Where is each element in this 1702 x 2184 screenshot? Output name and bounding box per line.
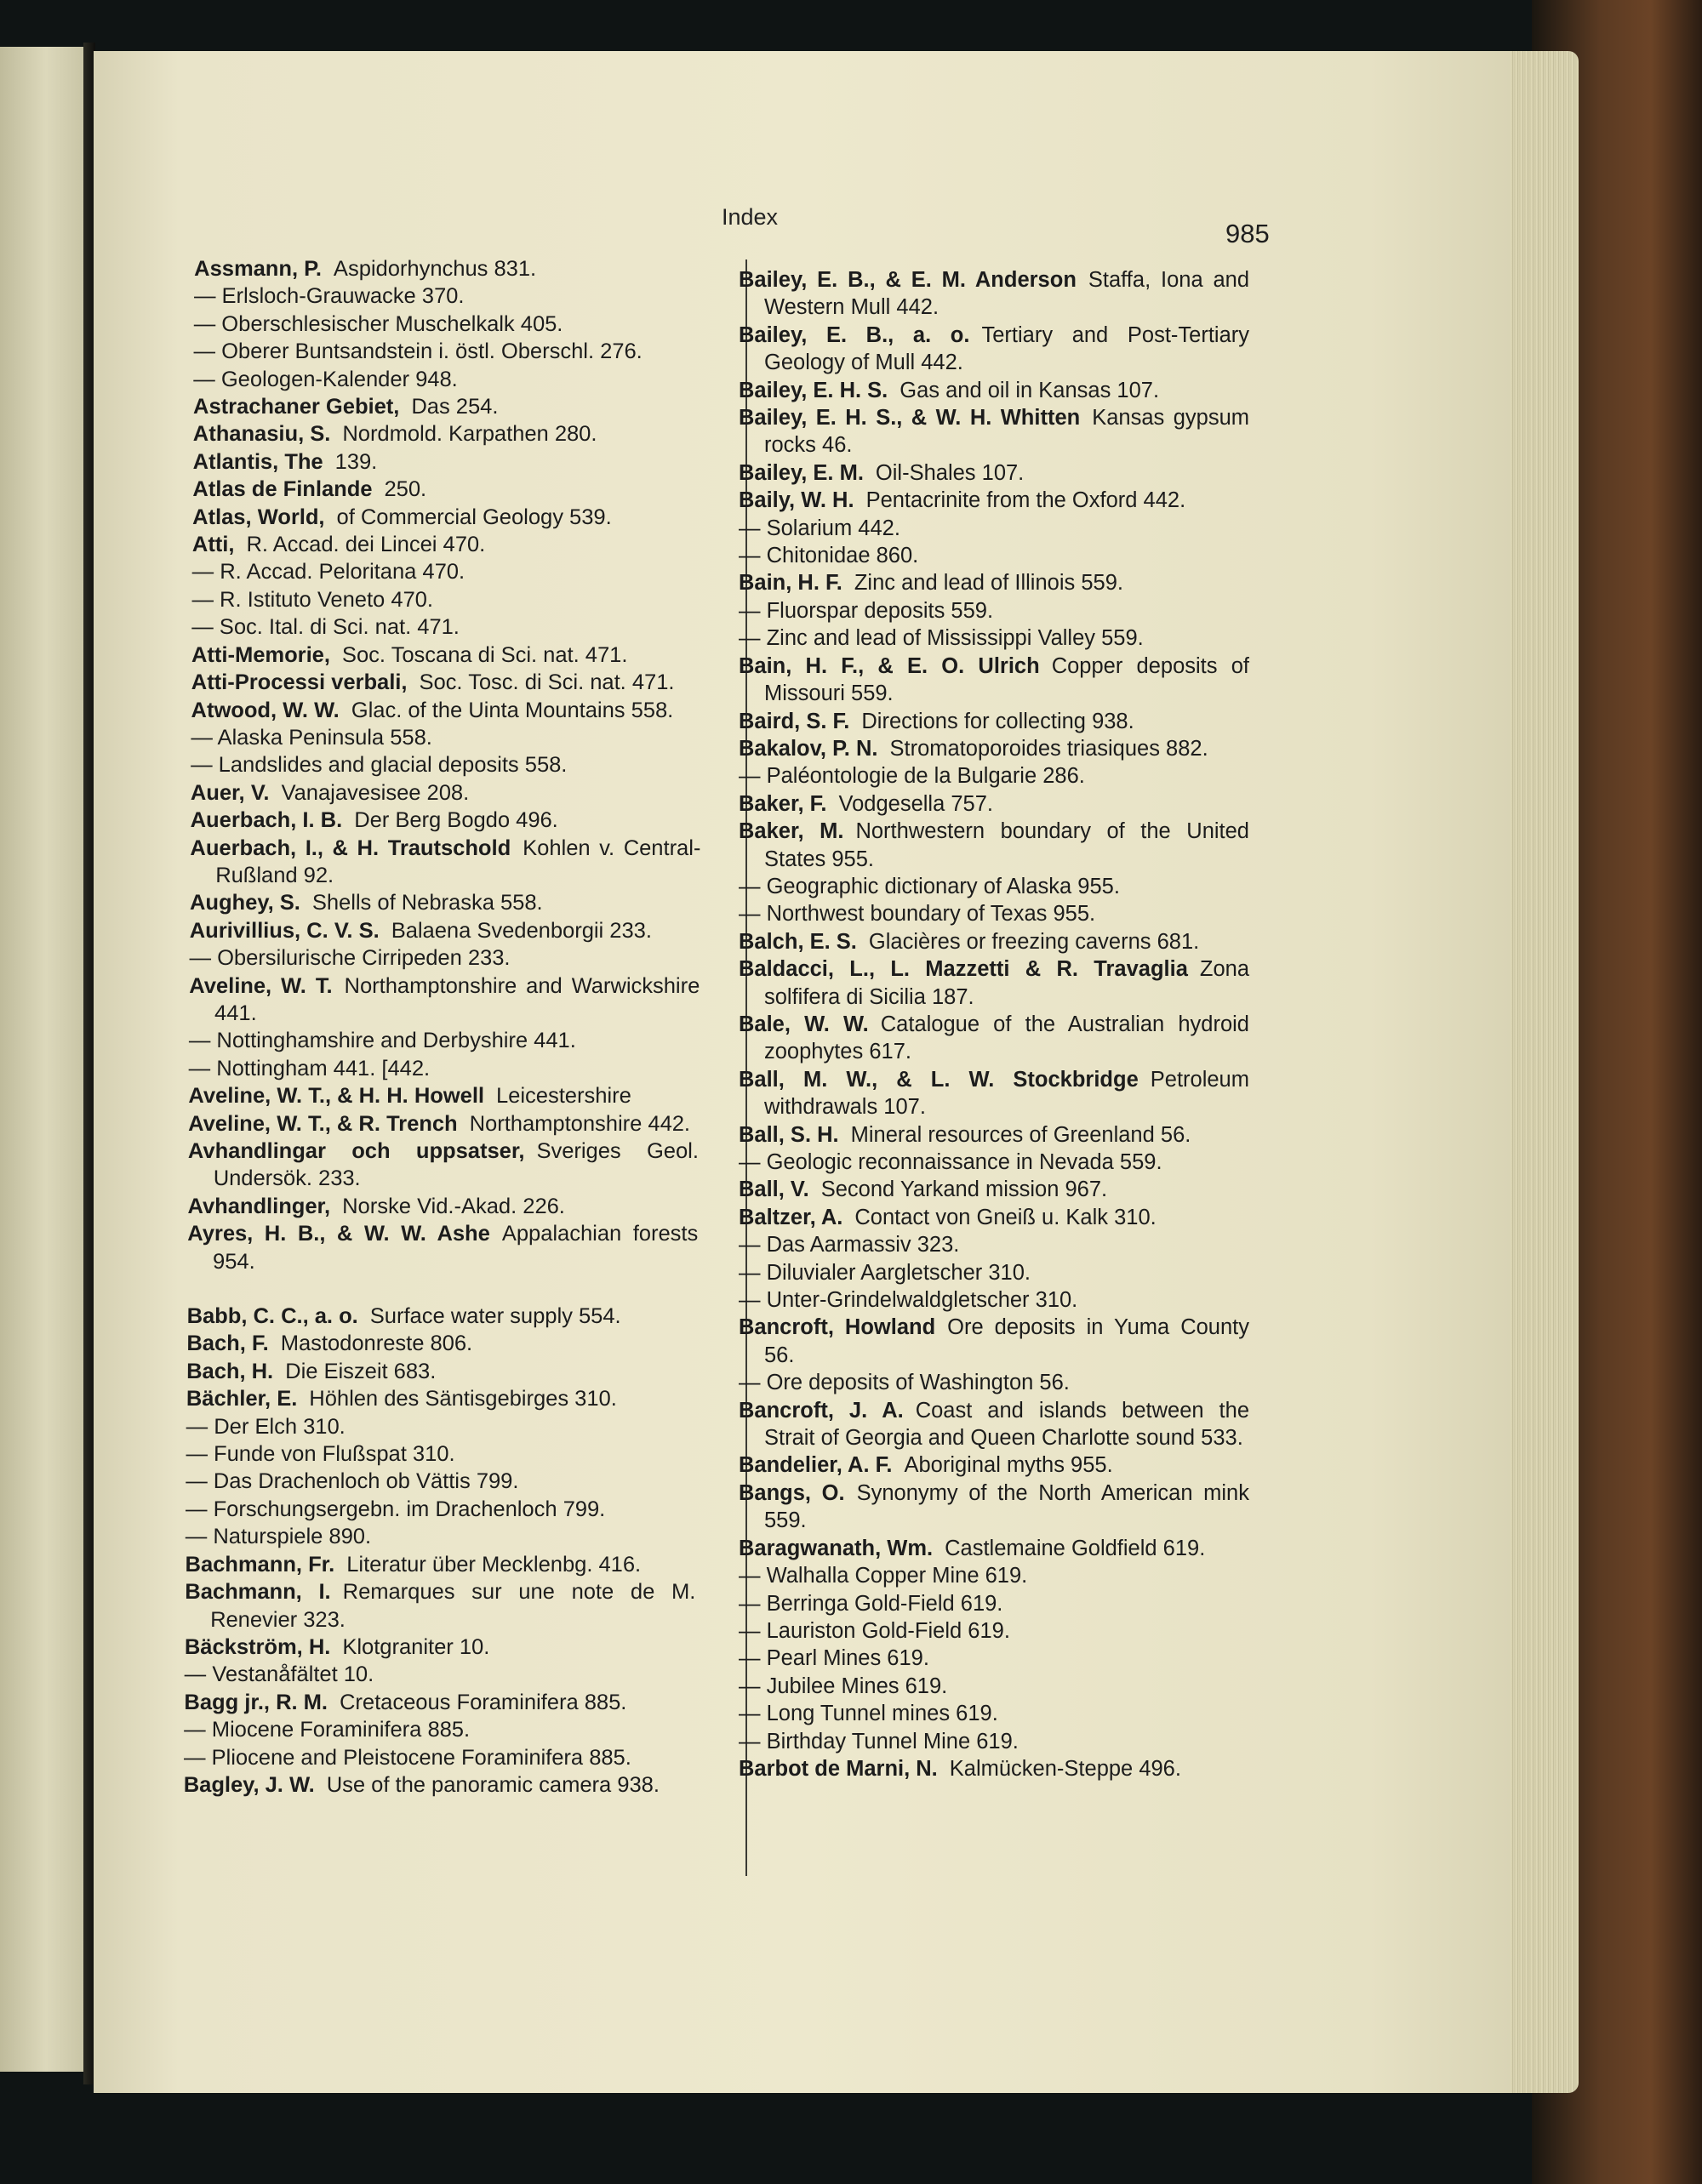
index-entry xyxy=(186,1385,697,1412)
entry-title: Tertiary and Post-Tertiary Geology of Mull 442. xyxy=(764,322,1249,375)
index-entry xyxy=(186,1330,697,1357)
index-entry xyxy=(739,542,1249,569)
index-entry xyxy=(185,1634,695,1661)
entry-title: Klotgraniter 10. xyxy=(342,1634,490,1659)
entry-author: Atti-Memorie, xyxy=(191,642,331,667)
index-entry xyxy=(739,762,1249,790)
index-entry xyxy=(193,448,704,476)
index-entry xyxy=(191,669,702,696)
entry-title: — Jubilee Mines 619. xyxy=(739,1674,948,1698)
entry-title: — Funde von Flußspat 310. xyxy=(186,1442,455,1467)
index-entry xyxy=(188,1138,699,1193)
entry-title: Die Eiszeit 683. xyxy=(285,1359,437,1383)
index-entry xyxy=(739,1645,1249,1672)
entry-title: Zona solfifera di Sicilia 187. xyxy=(764,957,1249,1009)
index-entry xyxy=(193,338,704,365)
index-entry xyxy=(739,1314,1249,1369)
entry-title: Coast and islands between the Strait of Georgia and Queen Charlotte sound 533. xyxy=(764,1398,1249,1451)
entry-title: Glac. of the Uinta Mountains 558. xyxy=(351,698,674,722)
entry-author: Baker, F. xyxy=(739,791,827,816)
index-entry xyxy=(184,1689,694,1716)
entry-author: Baldacci, L., L. Mazzetti & R. Travaglia xyxy=(739,957,1188,982)
entry-title: Balaena Svedenborgii 233. xyxy=(391,918,653,943)
entry-title: Surface water supply 554. xyxy=(369,1304,621,1329)
index-entry xyxy=(193,420,704,448)
entry-author: Ayres, H. B., & W. W. Ashe xyxy=(187,1222,490,1246)
entry-author: Auer, V. xyxy=(190,780,270,805)
entry-title: Vanajavesisee 208. xyxy=(281,780,470,805)
entry-title: — Oberer Buntsandstein i. östl. Oberschl. 276. xyxy=(193,339,643,364)
index-entry xyxy=(739,1149,1249,1176)
index-entry xyxy=(739,487,1249,514)
entry-title: — R. Istituto Veneto 470. xyxy=(191,587,434,612)
index-entry xyxy=(739,597,1249,624)
entry-title: Zinc and lead of Illinois 559. xyxy=(854,571,1123,596)
entry-title: Copper deposits of Missouri 559. xyxy=(764,653,1249,706)
entry-title: — Obersilurische Cirripeden 233. xyxy=(189,946,511,971)
entry-title: Glacières or freezing caverns 681. xyxy=(868,929,1200,954)
index-column-right xyxy=(739,266,1249,1782)
entry-title: Stromatoporoides triasiques 882. xyxy=(889,736,1208,761)
index-entry xyxy=(184,1744,694,1771)
index-entry xyxy=(739,322,1249,377)
entry-title: Petroleum withdrawals 107. xyxy=(764,1067,1249,1120)
entry-author: Avhandlinger, xyxy=(187,1194,331,1218)
entry-author: Baily, W. H. xyxy=(739,488,854,513)
entry-author: Baltzer, A. xyxy=(739,1205,843,1229)
entry-title: Northwestern boundary of the United States 955. xyxy=(764,819,1249,871)
index-entry xyxy=(739,1590,1249,1617)
entry-title: Sveriges Geol. Undersök. 233. xyxy=(213,1139,700,1191)
entry-title: Cretaceous Foraminifera 885. xyxy=(339,1690,627,1714)
entry-author: Aveline, W. T., & R. Trench xyxy=(188,1111,458,1136)
entry-author: Avhandlingar och uppsatser, xyxy=(187,1139,525,1163)
entry-title: — Unter-Grindelwaldgletscher 310. xyxy=(739,1288,1078,1313)
index-entry xyxy=(739,1259,1249,1286)
entry-title: — Berringa Gold-Field 619. xyxy=(739,1591,1003,1616)
index-entry xyxy=(191,807,701,834)
entry-title: of Commercial Geology 539. xyxy=(336,505,612,529)
entry-author: Bancroft, J. A. xyxy=(739,1398,904,1423)
entry-title: Pentacrinite from the Oxford 442. xyxy=(865,488,1186,513)
index-entry xyxy=(739,377,1249,404)
entry-author: Bächler, E. xyxy=(186,1387,298,1411)
index-entry xyxy=(739,1562,1249,1589)
entry-title: Vodgesella 757. xyxy=(838,791,993,816)
entry-title: Castlemaine Goldfield 619. xyxy=(945,1536,1206,1560)
entry-author: Aveline, W. T., & H. H. Howell xyxy=(188,1084,485,1109)
entry-title: Northamptonshire and Warwickshire 441. xyxy=(214,973,700,1025)
index-entry xyxy=(739,266,1249,322)
index-column-left xyxy=(184,255,705,1799)
running-head: Index xyxy=(722,204,779,230)
index-entry xyxy=(187,1220,698,1275)
entry-title: — Vestanåfältet 10. xyxy=(184,1662,374,1687)
entry-title: — Birthday Tunnel Mine 619. xyxy=(739,1729,1019,1753)
index-entry xyxy=(185,1661,695,1688)
index-entry xyxy=(190,889,700,916)
index-entry xyxy=(184,1771,694,1799)
entry-title: Nordmold. Karpathen 280. xyxy=(342,422,597,447)
index-entry xyxy=(739,708,1249,735)
entry-title: — Der Elch 310. xyxy=(186,1414,346,1439)
index-entry xyxy=(739,1121,1249,1149)
entry-title: — Das Drachenloch ob Vättis 799. xyxy=(186,1469,519,1494)
index-entry xyxy=(189,1027,700,1054)
entry-title: — Das Aarmassiv 323. xyxy=(739,1233,960,1257)
index-entry xyxy=(191,697,701,724)
index-entry xyxy=(191,779,701,807)
index-entry xyxy=(194,255,705,282)
index-entry xyxy=(185,1578,695,1634)
index-entry xyxy=(191,751,701,778)
index-entry xyxy=(739,404,1249,459)
entry-title: Contact von Gneiß u. Kalk 310. xyxy=(854,1205,1157,1229)
index-entry xyxy=(194,282,705,310)
index-entry xyxy=(190,835,700,890)
entry-title: — Northwest boundary of Texas 955. xyxy=(739,902,1096,927)
entry-title: — Naturspiele 890. xyxy=(185,1525,372,1549)
entry-title: — Oberschlesischer Muschelkalk 405. xyxy=(193,311,563,336)
entry-title: Synonymy of the North American mink 559. xyxy=(764,1480,1249,1533)
entry-title: 250. xyxy=(384,477,427,502)
entry-author: Baker, M. xyxy=(739,819,844,844)
index-entry xyxy=(186,1468,696,1495)
entry-title: Use of the panoramic camera 938. xyxy=(326,1772,660,1797)
index-entry xyxy=(193,366,704,393)
entry-author: Ball, S. H. xyxy=(739,1122,839,1147)
index-entry xyxy=(739,1728,1249,1755)
entry-author: Bandelier, A. F. xyxy=(739,1453,893,1478)
entry-title: — Solarium 442. xyxy=(739,516,900,540)
index-entry xyxy=(739,818,1249,873)
entry-author: Auerbach, I. B. xyxy=(190,808,343,833)
index-entry xyxy=(739,873,1249,900)
entry-title: Das 254. xyxy=(411,395,499,419)
entry-title: — Erlsloch-Grauwacke 370. xyxy=(193,284,465,309)
index-entry xyxy=(739,1369,1249,1396)
entry-title: Norske Vid.-Akad. 226. xyxy=(342,1194,566,1218)
index-entry xyxy=(739,1535,1249,1562)
entry-title: Northamptonshire 442. xyxy=(469,1111,691,1136)
index-entry xyxy=(187,1303,698,1330)
entry-title: — Nottingham 441. [442. xyxy=(188,1056,431,1081)
entry-title: — Soc. Ital. di Sci. nat. 471. xyxy=(191,615,460,640)
index-entry xyxy=(186,1413,697,1440)
index-entry xyxy=(186,1496,696,1523)
index-entry xyxy=(192,504,703,531)
index-entry xyxy=(191,613,702,641)
index-entry xyxy=(194,311,705,338)
entry-title: Appalachian forests 954. xyxy=(212,1222,699,1274)
entry-title: — Walhalla Copper Mine 619. xyxy=(739,1564,1028,1588)
index-entry xyxy=(739,653,1249,708)
entry-author: Atlantis, The xyxy=(192,449,323,474)
entry-author: Aveline, W. T. xyxy=(189,973,333,998)
index-entry xyxy=(189,944,700,972)
index-entry xyxy=(185,1551,695,1578)
entry-title: R. Accad. dei Lincei 470. xyxy=(246,533,486,557)
index-entry xyxy=(192,558,703,585)
entry-author: Baragwanath, Wm. xyxy=(739,1536,934,1560)
entry-author: Athanasiu, S. xyxy=(192,422,331,447)
index-entry xyxy=(739,569,1249,596)
entry-author: Bagg jr., R. M. xyxy=(184,1690,328,1714)
entry-author: Bailey, E. H. S., & W. H. Whitten xyxy=(739,406,1081,431)
entry-author: Bachmann, Fr. xyxy=(185,1552,335,1577)
entry-title: — Forschungsergebn. im Drachenloch 799. xyxy=(185,1497,606,1521)
entry-title: Ore deposits in Yuma County 56. xyxy=(764,1315,1249,1367)
index-entry xyxy=(739,624,1249,652)
entry-author: Atwood, W. W. xyxy=(191,698,340,722)
entry-title: Directions for collecting 938. xyxy=(861,709,1134,733)
entry-title: Literatur über Mecklenbg. 416. xyxy=(346,1552,642,1577)
entry-title: — Paléontologie de la Bulgarie 286. xyxy=(739,764,1085,789)
index-entry xyxy=(186,1523,696,1550)
index-entry xyxy=(191,642,702,669)
entry-title: — Nottinghamshire and Derbyshire 441. xyxy=(188,1029,576,1053)
entry-title: 139. xyxy=(334,449,378,474)
entry-title: Kohlen v. Central-Rußland 92. xyxy=(215,835,701,887)
index-entry xyxy=(739,735,1249,762)
index-entry xyxy=(739,1011,1249,1066)
index-entry xyxy=(739,1231,1249,1258)
entry-author: Aughey, S. xyxy=(189,891,301,915)
index-entry xyxy=(739,1176,1249,1203)
index-entry xyxy=(191,724,701,751)
entry-author: Bancroft, Howland xyxy=(739,1315,936,1340)
entry-title: Gas and oil in Kansas 107. xyxy=(900,378,1160,402)
entry-author: Bachmann, I. xyxy=(185,1580,331,1605)
index-entry xyxy=(739,1286,1249,1314)
entry-title: Catalogue of the Australian hydroid zoophytes 617. xyxy=(764,1012,1249,1064)
entry-author: Atlas, World, xyxy=(192,505,325,529)
entry-author: Bain, H. F. xyxy=(739,571,842,596)
entry-title: Soc. Toscana di Sci. nat. 471. xyxy=(341,642,628,667)
entry-title: Aboriginal myths 955. xyxy=(904,1453,1113,1478)
entry-author: Astrachaner Gebiet, xyxy=(192,395,400,419)
index-entry xyxy=(739,928,1249,955)
entry-title: Second Yarkand mission 967. xyxy=(820,1178,1108,1202)
entry-title: Kalmücken-Steppe 496. xyxy=(949,1756,1181,1781)
left-page-sliver xyxy=(0,47,83,2072)
entry-author: Bakalov, P. N. xyxy=(739,736,878,761)
index-entry xyxy=(191,586,702,613)
entry-title: Leicestershire xyxy=(495,1084,631,1109)
index-entry xyxy=(192,476,703,503)
entry-title: Höhlen des Säntisgebirges 310. xyxy=(309,1387,617,1411)
entry-author: Aurivillius, C. V. S. xyxy=(189,918,380,943)
entry-title: Aspidorhynchus 831. xyxy=(333,257,537,281)
entry-title: Oil-Shales 107. xyxy=(875,460,1025,485)
entry-title: — Pliocene and Pleistocene Foraminifera 885. xyxy=(183,1745,631,1770)
entry-author: Ball, V. xyxy=(739,1178,809,1202)
entry-author: Babb, C. C., a. o. xyxy=(186,1304,358,1329)
entry-title: — Fluorspar deposits 559. xyxy=(739,598,994,623)
entry-title: — Geologic reconnaissance in Nevada 559. xyxy=(739,1150,1162,1174)
entry-author: Bach, H. xyxy=(186,1359,274,1383)
page-number: 985 xyxy=(1225,219,1270,248)
index-entry xyxy=(739,955,1249,1011)
index-entry xyxy=(739,1066,1249,1121)
entry-title: — Ore deposits of Washington 56. xyxy=(739,1371,1070,1395)
entry-title: — Long Tunnel mines 619. xyxy=(739,1702,998,1726)
index-entry xyxy=(193,393,704,420)
index-entry xyxy=(739,1451,1249,1479)
entry-title: — Pearl Mines 619. xyxy=(739,1646,929,1671)
entry-author: Auerbach, I., & H. Trautschold xyxy=(190,835,511,860)
entry-author: Bailey, E. B., a. o. xyxy=(739,322,970,347)
entry-author: Assmann, P. xyxy=(194,257,323,281)
entry-title: — Zinc and lead of Mississippi Valley 559. xyxy=(739,626,1144,651)
entry-author: Atti-Processi verbali, xyxy=(191,670,408,695)
entry-author: Bale, W. W. xyxy=(739,1012,869,1036)
entry-author: Bain, H. F., & E. O. Ulrich xyxy=(739,653,1040,678)
index-entry xyxy=(190,917,700,944)
index-entry xyxy=(739,1700,1249,1727)
entry-title: Mineral resources of Greenland 56. xyxy=(850,1122,1191,1147)
index-entry xyxy=(189,1055,700,1082)
entry-author: Bagley, J. W. xyxy=(183,1772,315,1797)
entry-title: — Alaska Peninsula 558. xyxy=(191,725,432,750)
entry-author: Bailey, E. H. S. xyxy=(739,378,888,402)
entry-author: Bangs, O. xyxy=(739,1480,845,1505)
entry-author: Atlas de Finlande xyxy=(192,477,373,502)
index-entry xyxy=(187,1193,698,1220)
entry-title: — Lauriston Gold-Field 619. xyxy=(739,1618,1010,1643)
entry-title: — R. Accad. Peloritana 470. xyxy=(191,560,465,584)
entry-title: — Diluvialer Aargletscher 310. xyxy=(739,1260,1031,1285)
index-entry xyxy=(739,1397,1249,1452)
entry-title: Shells of Nebraska 558. xyxy=(311,891,543,915)
entry-author: Balch, E. S. xyxy=(739,929,857,954)
index-entry xyxy=(188,1110,699,1138)
entry-title: — Landslides and glacial deposits 558. xyxy=(191,753,568,778)
index-entry xyxy=(739,1673,1249,1700)
index-entry xyxy=(739,790,1249,818)
index-entry xyxy=(739,459,1249,487)
index-entry xyxy=(189,972,700,1028)
index-entry xyxy=(739,1480,1249,1535)
index-entry xyxy=(186,1358,697,1385)
entry-author: Bailey, E. B., & E. M. Anderson xyxy=(739,268,1077,292)
entry-author: Bailey, E. M. xyxy=(739,460,864,485)
entry-title: — Geologen-Kalender 948. xyxy=(193,367,458,391)
entry-title: Staffa, Iona and Western Mull 442. xyxy=(764,268,1249,320)
index-entry xyxy=(192,531,703,558)
entry-title: — Chitonidae 860. xyxy=(739,544,919,568)
entry-title: Der Berg Bogdo 496. xyxy=(354,808,558,833)
entry-title: — Geographic dictionary of Alaska 955. xyxy=(739,874,1120,898)
entry-title: — Miocene Foraminifera 885. xyxy=(184,1718,471,1742)
index-entry xyxy=(184,1716,694,1743)
entry-author: Atti, xyxy=(191,533,235,557)
entry-author: Baird, S. F. xyxy=(739,709,850,733)
index-entry xyxy=(739,1204,1249,1231)
entry-title: Mastodonreste 806. xyxy=(280,1331,473,1356)
index-entry xyxy=(188,1082,699,1109)
index-entry xyxy=(739,900,1249,927)
entry-author: Ball, M. W., & L. W. Stockbridge xyxy=(739,1067,1139,1092)
entry-author: Barbot de Marni, N. xyxy=(739,1756,938,1781)
entry-author: Bach, F. xyxy=(186,1331,269,1356)
entry-title: Soc. Tosc. di Sci. nat. 471. xyxy=(419,670,675,695)
index-entry xyxy=(739,1755,1249,1782)
index-entry xyxy=(739,515,1249,542)
entry-title: Remarques sur une note de M. Renevier 323. xyxy=(210,1580,696,1632)
entry-author: Bäckström, H. xyxy=(184,1634,331,1659)
index-entry xyxy=(186,1440,696,1468)
entry-title: Kansas gypsum rocks 46. xyxy=(764,406,1249,458)
index-entry xyxy=(739,1617,1249,1645)
